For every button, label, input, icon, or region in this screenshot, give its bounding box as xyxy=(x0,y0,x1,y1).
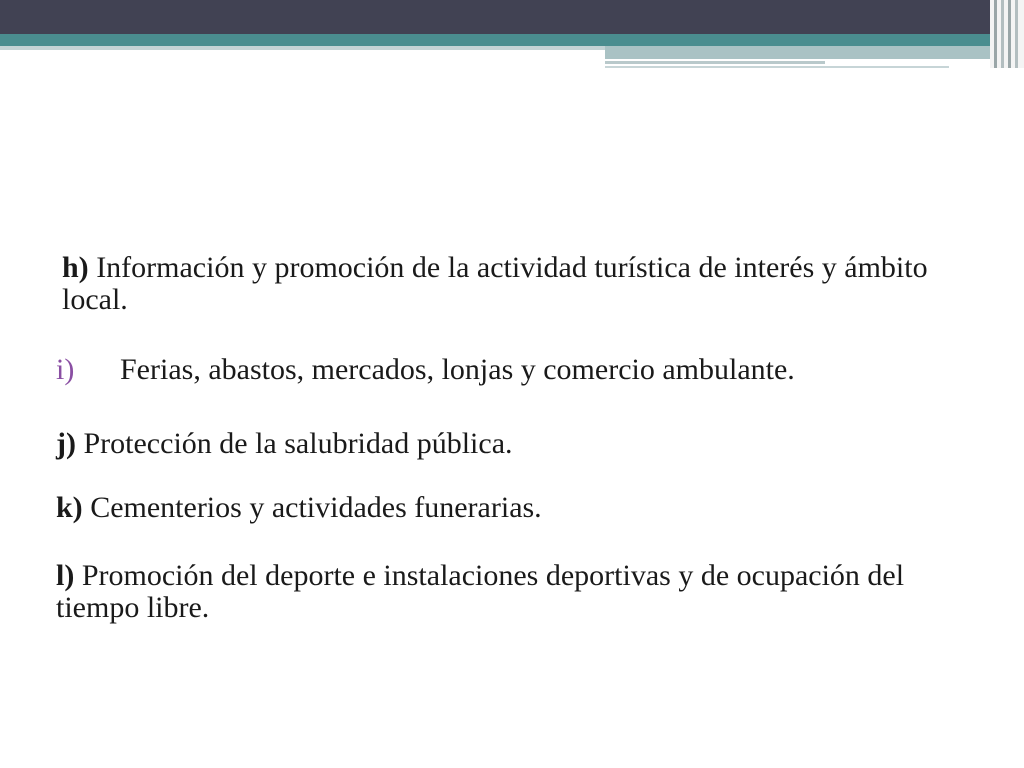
stripe xyxy=(994,0,997,68)
item-marker: l) xyxy=(56,559,75,592)
list-item-l xyxy=(56,560,962,624)
header-stripes xyxy=(990,0,1024,68)
header-band-teal xyxy=(0,34,990,46)
item-text: Promoción del deporte e instalaciones deportivas y de ocupación del tiempo libre. xyxy=(56,559,905,624)
item-marker: h) xyxy=(62,251,89,284)
header-band-step xyxy=(605,46,990,59)
list-item-j xyxy=(56,428,962,460)
stripe xyxy=(1008,0,1011,68)
item-marker: k) xyxy=(56,491,83,524)
item-text: Protección de la salubridad pública. xyxy=(83,427,513,460)
item-text: Cementerios y actividades funerarias. xyxy=(90,491,542,524)
item-marker: j) xyxy=(56,427,76,460)
list-item-i xyxy=(56,354,962,386)
header-line-long xyxy=(605,66,949,68)
item-marker: i) xyxy=(56,353,75,386)
item-text: Información y promoción de la actividad turística de interés y ámbito local. xyxy=(62,251,928,316)
header-line-short xyxy=(605,61,825,64)
list-item-h xyxy=(62,252,962,316)
list-item-k xyxy=(56,492,962,524)
stripe xyxy=(1001,0,1004,68)
slide-content xyxy=(56,251,962,652)
header-band-dark xyxy=(0,0,990,34)
stripe xyxy=(1015,0,1018,68)
item-text: Ferias, abastos, mercados, lonjas y comercio ambulante. xyxy=(120,353,795,386)
